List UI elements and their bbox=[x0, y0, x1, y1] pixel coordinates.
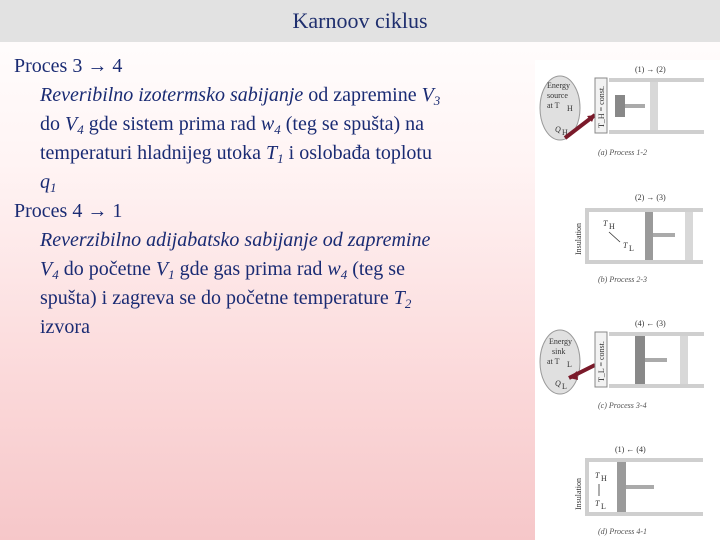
title-bar bbox=[0, 0, 720, 42]
panel-c-side-label: T_L = const. bbox=[597, 341, 606, 382]
panel-c-caption: (c) Process 3-4 bbox=[598, 401, 647, 410]
panel-b-insulation: Insulation bbox=[574, 223, 583, 255]
panel-b-caption: (b) Process 2-3 bbox=[598, 275, 648, 284]
panel-b-piston bbox=[645, 212, 653, 260]
process-4-1-line-2: $V_4$ do početne $V_1$ gde gas prima rad $w_4$ (teg se bbox=[40, 258, 405, 282]
panel-d-rod bbox=[626, 485, 654, 489]
panel-c-cylinder-top bbox=[609, 332, 704, 336]
slide-title: Karnoov ciklus bbox=[292, 8, 428, 33]
process-3-4-line-4: $q_1$ bbox=[40, 171, 57, 195]
panel-d bbox=[574, 445, 703, 536]
process-4-1-line-4: izvora bbox=[40, 316, 90, 338]
process-3-4-line-3: temperaturi hladnijeg utoka $T_1$ i oslobađa toplotu bbox=[40, 142, 432, 166]
energy-sink-sub: L bbox=[567, 360, 572, 369]
carnot-figure-svg bbox=[535, 60, 720, 540]
panel-c-cylinder-bottom bbox=[609, 384, 704, 388]
panel-a-gas-boundary bbox=[650, 82, 658, 130]
panel-c-q: Q bbox=[555, 379, 561, 388]
panel-c bbox=[540, 319, 704, 410]
panel-a-q-sub: H bbox=[562, 128, 568, 137]
panel-a-piston bbox=[615, 95, 625, 117]
panel-a bbox=[540, 65, 704, 157]
panel-d-insulation: Insulation bbox=[574, 478, 583, 510]
process-4-1-heading: Proces 4 → 1 bbox=[14, 200, 123, 222]
process-3-4-line-1: Reveribilno izotermsko sabijanje od zapremine $V_3$ bbox=[40, 84, 441, 108]
panel-d-states: (1) ← (4) bbox=[615, 445, 646, 454]
panel-d-th: T bbox=[595, 471, 600, 480]
panel-a-side-label: T_H = const. bbox=[597, 85, 606, 128]
energy-source-label-3: at T bbox=[547, 101, 560, 110]
panel-c-stop bbox=[680, 336, 688, 384]
energy-sink-label-2: sink bbox=[552, 347, 566, 356]
panel-d-tl: T bbox=[595, 499, 600, 508]
carnot-cycle-figure bbox=[535, 60, 720, 540]
panel-d-th-sub: H bbox=[601, 474, 607, 483]
panel-c-rod bbox=[645, 358, 667, 362]
panel-a-cylinder-top bbox=[609, 78, 704, 82]
panel-a-rod bbox=[625, 104, 645, 108]
energy-source-label-1: Energy bbox=[547, 81, 570, 90]
panel-d-piston bbox=[617, 462, 626, 512]
panel-d-caption: (d) Process 4-1 bbox=[598, 527, 648, 536]
panel-b-tl: T bbox=[623, 241, 628, 250]
panel-b-cylinder-top bbox=[585, 208, 703, 212]
panel-a-q: Q bbox=[555, 125, 561, 134]
panel-b-stop bbox=[685, 212, 693, 260]
panel-c-piston bbox=[635, 336, 645, 384]
panel-b-states: (2) → (3) bbox=[635, 193, 666, 202]
panel-b bbox=[574, 193, 703, 284]
panel-b-th-sub: H bbox=[609, 222, 615, 231]
panel-d-cylinder-end bbox=[585, 458, 589, 516]
panel-d-tl-sub: L bbox=[601, 502, 606, 511]
panel-b-temp-arrow bbox=[609, 232, 620, 242]
panel-b-th: T bbox=[603, 219, 608, 228]
panel-b-rod bbox=[653, 233, 675, 237]
process-4-1-line-3: spušta) i zagreva se do početne temperature $T_2$ bbox=[40, 287, 412, 311]
energy-source-sub: H bbox=[567, 104, 573, 113]
slide-body bbox=[14, 52, 524, 342]
panel-b-cylinder-end bbox=[585, 208, 589, 264]
panel-c-states: (4) ← (3) bbox=[635, 319, 666, 328]
panel-a-states: (1) → (2) bbox=[635, 65, 666, 74]
panel-a-cylinder-bottom bbox=[609, 130, 704, 134]
panel-c-q-sub: L bbox=[562, 382, 567, 391]
process-3-4-heading: Proces 3 → 4 bbox=[14, 55, 123, 77]
energy-sink-label-1: Energy bbox=[549, 337, 572, 346]
panel-d-cylinder-bottom bbox=[585, 512, 703, 516]
panel-a-caption: (a) Process 1-2 bbox=[598, 148, 648, 157]
process-3-4-line-2: do $V_4$ gde sistem prima rad $w_4$ (teg se spušta) na bbox=[40, 113, 425, 137]
energy-sink-label-3: at T bbox=[547, 357, 560, 366]
energy-source-label-2: source bbox=[547, 91, 568, 100]
process-4-1-line-1: Reverzibilno adijabatsko sabijanje od zapremine bbox=[40, 229, 431, 251]
panel-d-cylinder-top bbox=[585, 458, 703, 462]
panel-b-cylinder-bottom bbox=[585, 260, 703, 264]
panel-b-tl-sub: L bbox=[629, 244, 634, 253]
